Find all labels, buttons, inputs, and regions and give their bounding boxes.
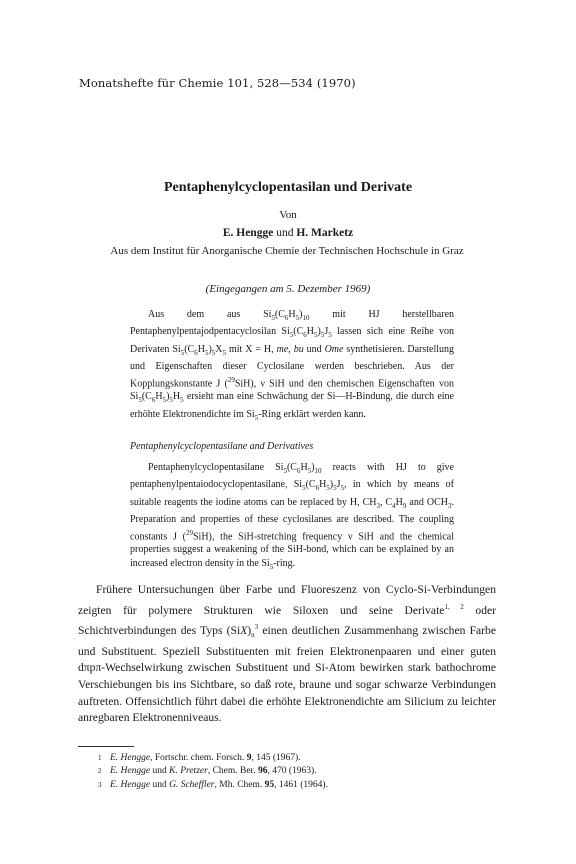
body-paragraph: [78, 582, 496, 727]
citation-1-2[interactable]: 1, 2: [444, 602, 464, 611]
by-line: Von: [279, 209, 297, 221]
received-date: (Eingegangen am 5. Dezember 1969): [205, 283, 371, 295]
abstract-german-text: Aus dem aus $Si_5(C_6H_5)_{10}$ mit HJ herstellbaren Pentaphenylpentajodpentacyclosilan $Si_5(C_6H_5)_5J_5$ lassen sich eine Reihe von Derivaten $Si_5(C_6H_5)_5X_5$ mit X = H, me, bu und Ome synthetisieren. Darstellung und Eigenschaften dieser Cyclosilane werden beschrieben. Aus der Kopplungskonstante J ($^{29}$SiH), ν SiH und den chemischen Eigenschaften von $Si_5(C_6H_5)_5H_5$ ersieht man eine Schwächung der Si—H-Bindung, die durch eine erhöhte Elektronendichte im $Si_5$-Ring erklärt werden kann.: [130, 309, 455, 422]
citation-3[interactable]: 3: [254, 623, 259, 632]
author-conjunction: und: [276, 227, 294, 239]
abstract-english: [130, 461, 454, 574]
footnotes: [98, 752, 498, 792]
abstract-german: [130, 308, 454, 425]
abstract-english-title: Pentaphenylcyclopentasilane and Derivatives: [130, 441, 314, 452]
abstract-english-text: Pentaphenylcyclopentasilane $Si_5(C_6H_5)_{10}$ reacts with HJ to give pentaphenylpentaiodocyclopentasilane, $Si_5(C_6H_5)_5J_5$, in which by means of suitable reagents the iodine atoms can be replaced by H, $CH_3$, $C_4H_9$ and $OCH_3$. Preparation and properties of these cyclosilanes are described. The coupling constants J ($^{29}$SiH), the SiH-stretching frequency ν SiH and the chemical properties suggest a weakening of the SiH-bond, which can be explained by an increased electron density in the $Si_5$-ring.: [130, 462, 455, 571]
footnote-3: 3 E. Hengge und G. Scheffler, Mh. Chem. 95, 1461 (1964).: [98, 779, 328, 790]
footnote-rule: [78, 746, 134, 747]
journal-reference: Monatshefte für Chemie 101, 528—534 (1970): [79, 76, 356, 90]
author-1: E. Hengge: [222, 227, 274, 239]
affiliation: Aus dem Institut für Anorganische Chemie der Technischen Hochschule in Graz: [110, 245, 464, 257]
body-paragraph-text: Frühere Untersuchungen über Farbe und Fluoreszenz von Cyclo-Si-Verbindungen zeigten für polymere Strukturen wie Siloxen und seine Derivate$^{1, 2}$ oder Schichtverbindungen des Typs $(SiX)_n^3$ einen deutlichen Zusammenhang zwischen Farbe und Substituent. Speziell Substituenten mit freien Elektronenpaaren und einer guten dπpπ-Wechselwirkung zwischen Substituent und Si-Atom bewirken stark bathochrome Verschiebungen bis ins Sichtbare, so daß rote, braune und sogar schwarze Verbindungen auftreten. Offensichtlich führt dabei die erhöhte Elektronendichte am Silicium zu leichter anregbaren Elektronenniveaus.: [78, 583, 496, 725]
footnote-2: 2 E. Hengge und K. Pretzer, Chem. Ber. 96, 470 (1963).: [98, 766, 317, 777]
authors: [0, 227, 576, 239]
author-2: H. Marketz: [296, 227, 354, 239]
article-title: Pentaphenylcyclopentasilan und Derivate: [163, 180, 413, 195]
footnote-1: 1 E. Hengge, Fortschr. chem. Forsch. 9, 145 (1967).: [98, 753, 301, 763]
